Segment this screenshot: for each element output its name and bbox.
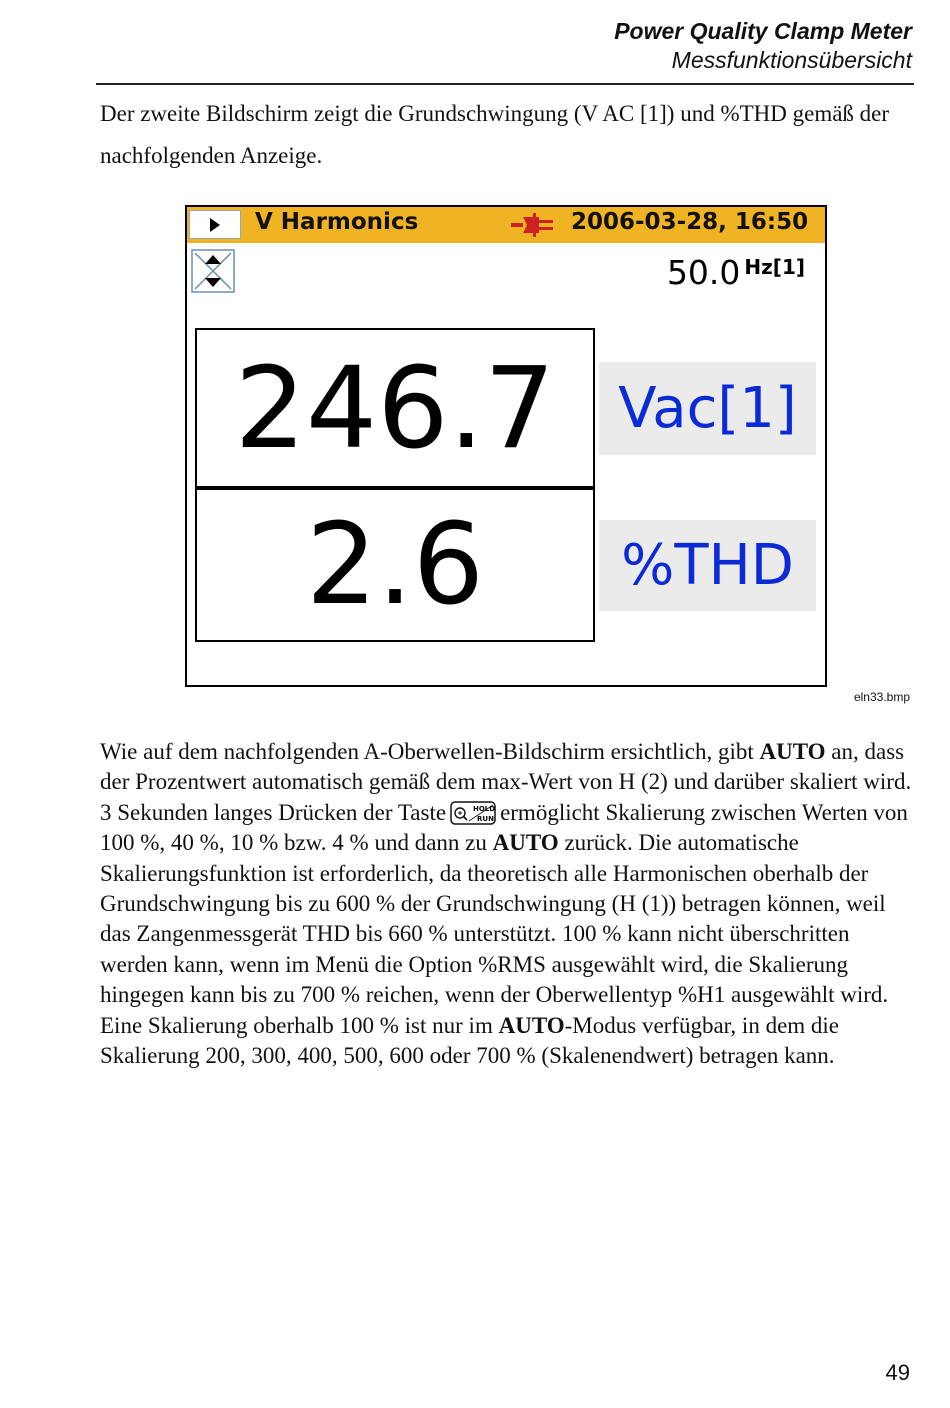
screen-datetime: 2006-03-28, 16:50 [571, 209, 809, 235]
play-icon[interactable] [189, 210, 241, 239]
hold-run-key-icon [450, 801, 496, 825]
frequency-readout [667, 253, 805, 292]
screen-titlebar [187, 207, 825, 243]
body-bold-auto-2: AUTO [492, 830, 559, 856]
intro-paragraph: Der zweite Bildschirm zeigt die Grundschwingung (V AC [1]) und %THD gemäß der nachfolgenden Anzeige. [100, 101, 890, 168]
scroll-arrows-icon[interactable] [191, 249, 235, 293]
key-label-bottom: RUN [477, 814, 494, 823]
screen-title: V Harmonics [255, 209, 419, 235]
body-text-3: ermöglicht Skalierung zwischen Werten von 100 %, 40 %, 10 % bzw. 4 % und dann zu [100, 799, 908, 856]
reading1-value: 246.7 [195, 328, 595, 488]
frequency-value: 50.0 [666, 253, 741, 292]
body-text-1: Wie auf dem nachfolgenden A-Oberwellen-Bildschirm ersichtlich, gibt [100, 739, 760, 764]
body-text-4: zurück. Die automatische Skalierungsfunktion ist erforderlich, da theoretisch alle Harmonischen oberhalb der Grundschwingung bis zu 600 % der Grundschwingung (H (1)) betragen können, weil das Zangenmessgerät THD bis 660 % unterstützt. 100 % kann nicht überschritten werden kann, wenn im Menü die Option %RMS ausgewählt wird, die Skalierung hingegen kann bis zu 700 % reichen, wenn der Oberwellentyp %H1 ausgewählt wird. Eine Skalierung oberhalb 100 % ist nur im [100, 830, 889, 1038]
meter-screen [185, 205, 827, 687]
header-subtitle: Messfunktionsübersicht [671, 47, 912, 73]
body-text-5: -Modus verfügbar, in dem die Skalierung 200, 300, 400, 500, 600 oder 700 % (Skalenendwert) betragen kann. [100, 1012, 840, 1069]
body-text-2: an, dass der Prozentwert automatisch gemäß dem max-Wert von H (2) und darüber skaliert wird. 3 Sekunden langes Drücken der Taste [100, 739, 912, 825]
key-label-top: HOLD [473, 804, 496, 813]
frequency-unit: Hz[1] [744, 255, 805, 279]
body-paragraph [100, 737, 912, 1071]
reading1-label: Vac[1] [599, 362, 816, 455]
body-bold-auto-1: AUTO [759, 739, 826, 764]
page-number: 49 [885, 1360, 910, 1385]
header-title: Power Quality Clamp Meter [614, 18, 912, 44]
plug-icon [509, 212, 557, 238]
body-bold-auto-3: AUTO [498, 1012, 565, 1038]
reading2-value: 2.6 [195, 488, 595, 642]
figure-caption: eln33.bmp [853, 690, 910, 704]
header-rule [96, 83, 914, 85]
reading2-label: %THD [599, 520, 816, 611]
